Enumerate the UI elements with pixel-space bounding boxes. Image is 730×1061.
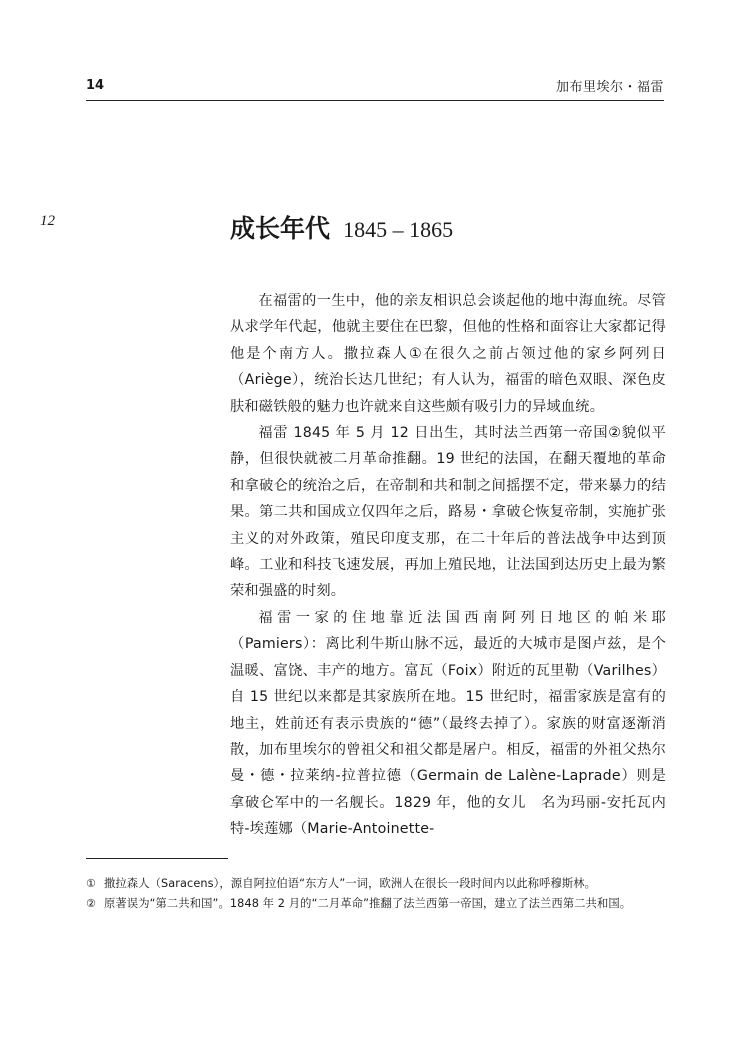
paragraph: 福雷一家的住地靠近法国西南阿列日地区的帕米耶（Pamiers）：离比利牛斯山脉不远，最近的大城市是图卢兹，是个温暖、富饶、丰产的地方。富瓦（Foix）附近的瓦里勒（Varilhes）自 15 世纪以来都是其家族所在地。15 世纪时，福雷家族是富有的地主，姓前还有表示贵族的“德”（最终去掉了）。家族的财富逐渐消散，加布里埃尔的曾祖父和祖父都是屠户。相反，福雷的外祖父热尔曼・德・拉莱纳-拉普拉德（Germain de Lalène-Laprade）则是拿破仑军中的一名舰长。1829 年，他的女儿 名为玛丽-安托瓦内特-埃莲娜（Marie-Antoinette- [230, 609, 666, 838]
paragraph: 福雷 1845 年 5 月 12 日出生，其时法兰西第一帝国②貌似平静，但很快就被二月革命推翻。19 世纪的法国，在翻天覆地的革命和拿破仑的统治之后，在帝制和共和制之间摇摆不定，带来暴力的结果。第二共和国成立仅四年之后，路易・拿破仑恢复帝制，实施扩张主义的对外政策，殖民印度支那，在二十年后的普法战争中达到顶峰。工业和科技飞速发展，再加上殖民地，让法国到达历史上最为繁荣和强盛的时刻。 [230, 425, 666, 600]
header-rule [86, 100, 664, 101]
running-head: 加布里埃尔・福雷 [555, 80, 664, 95]
body-text [230, 288, 666, 843]
footnotes [86, 874, 666, 914]
footnote-text: 原著误为“第二共和国”。1848 年 2 月的“二月革命”推翻了法兰西第一帝国，建立了法兰西第二共和国。 [104, 897, 632, 910]
footnote-text: 撒拉森人（Saracens），源自阿拉伯语“东方人”一词，欧洲人在很长一段时间内以此称呼穆斯林。 [104, 877, 597, 890]
footnote [86, 894, 666, 914]
footnote-mark: ① [86, 877, 96, 890]
chapter-title [230, 210, 453, 242]
chapter-title-text: 成长年代 [230, 214, 331, 243]
margin-page-reference: 12 [40, 213, 55, 229]
footnote [86, 874, 666, 894]
page-number: 14 [86, 78, 105, 93]
chapter-years: 1845 – 1865 [343, 217, 454, 242]
footnote-rule [86, 858, 228, 859]
footnote-mark: ② [86, 897, 96, 910]
paragraph: 在福雷的一生中，他的亲友相识总会谈起他的地中海血统。尽管从求学年代起，他就主要住在巴黎，但他的性格和面容让大家都记得他是个南方人。撒拉森人①在很久之前占领过他的家乡阿列日（Ariège），统治长达几世纪；有人认为，福雷的暗色双眼、深色皮肤和磁铁般的魅力也许就来自这些颇有吸引力的异域血统。 [230, 293, 666, 415]
